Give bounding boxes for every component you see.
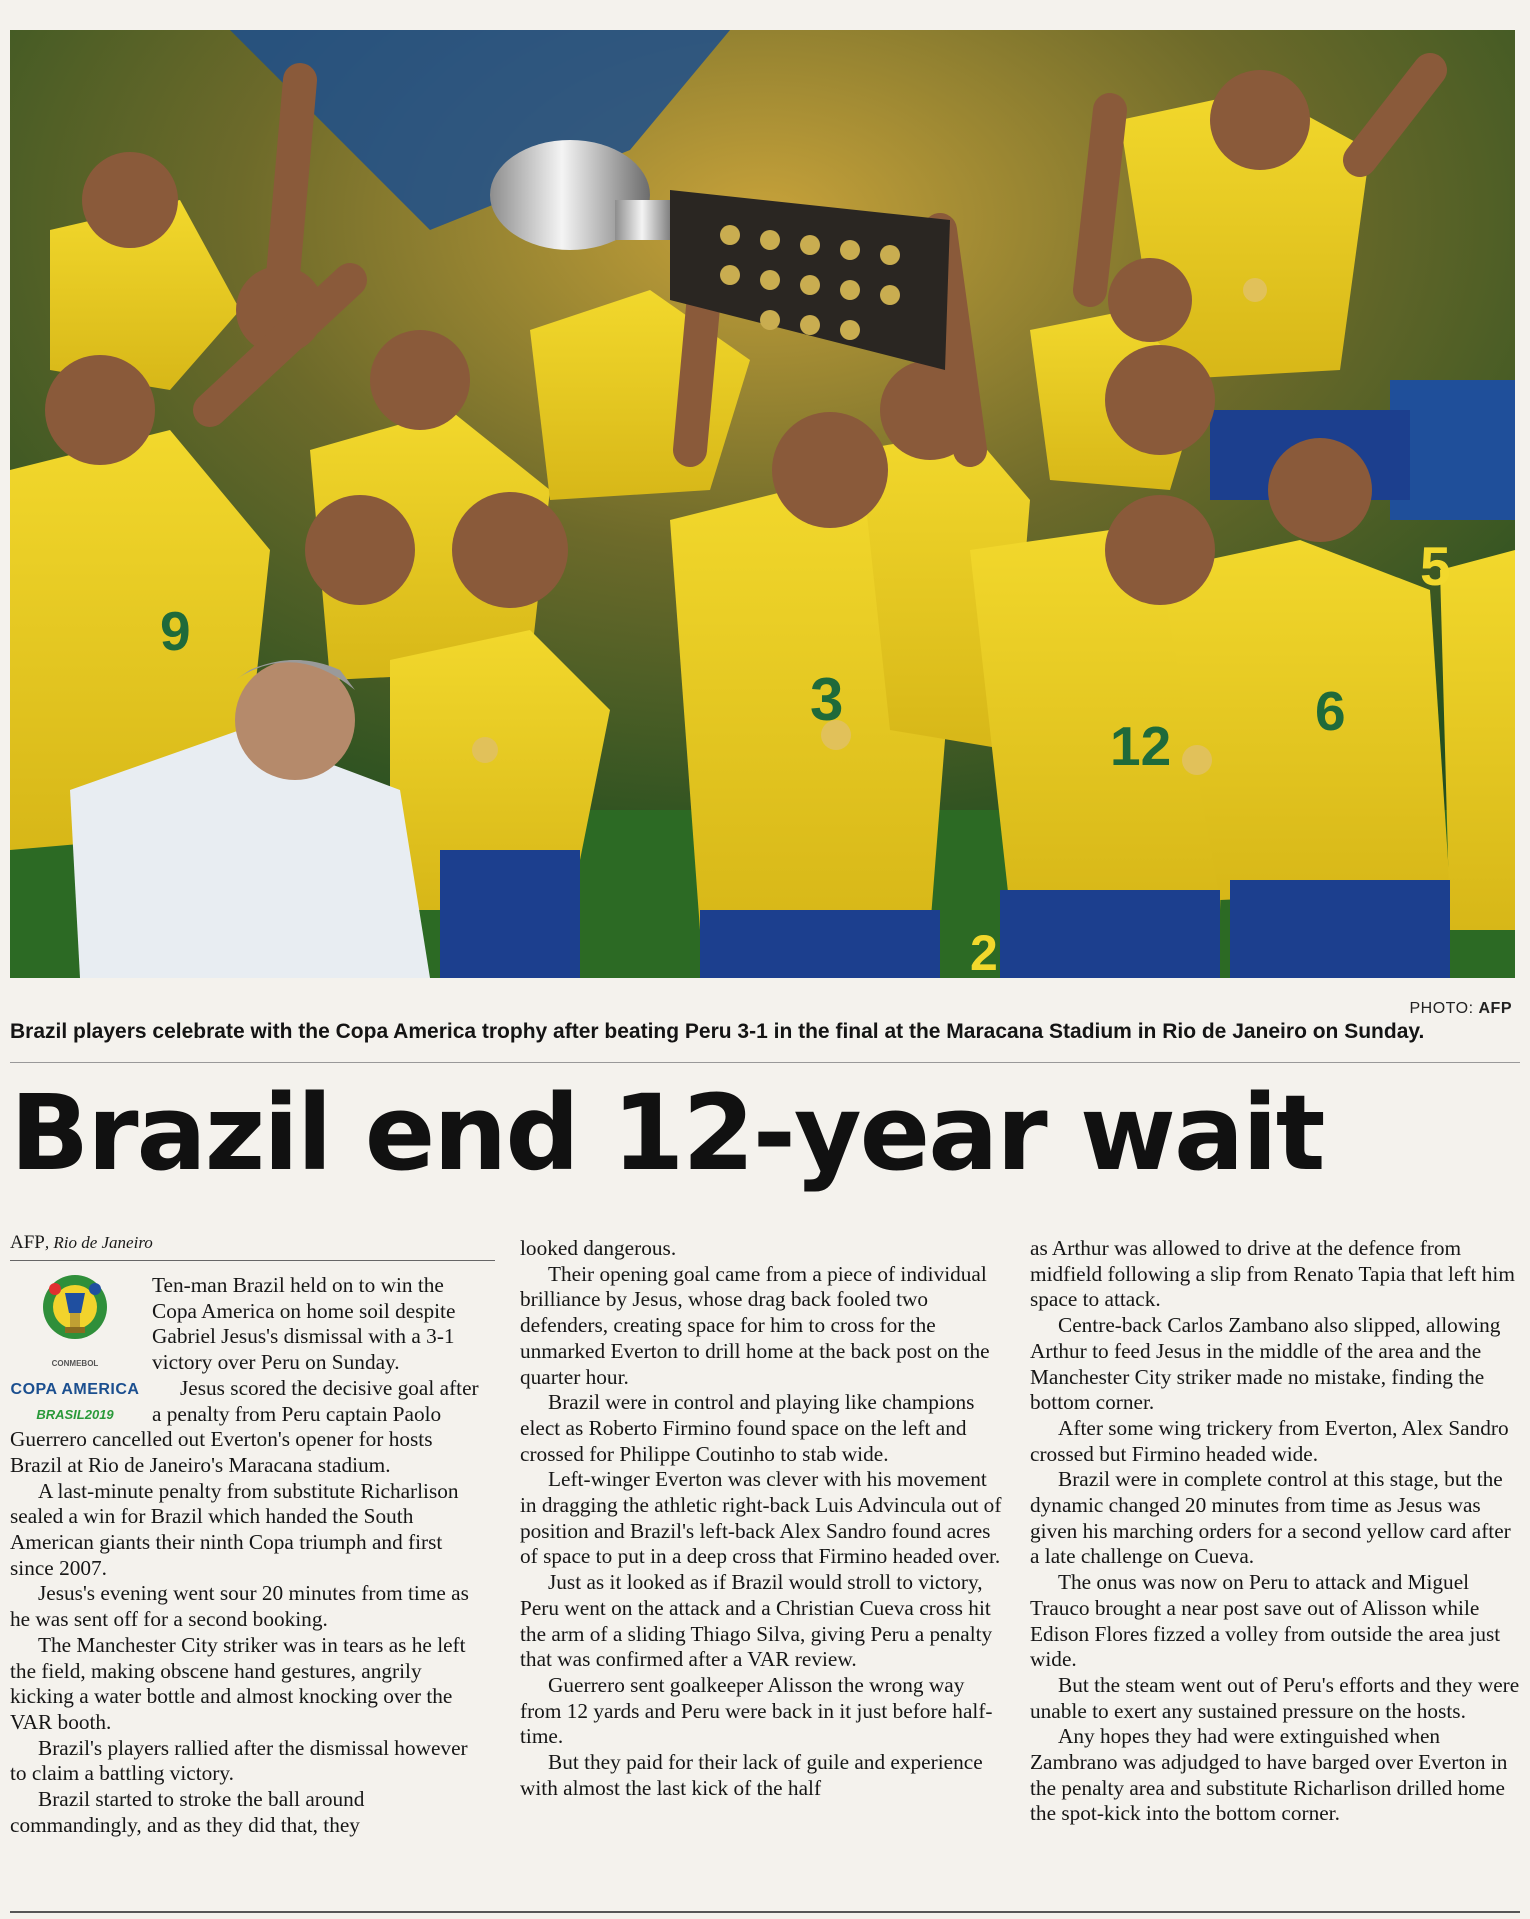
paragraph: The Manchester City striker was in tears as he left the field, making obscene hand gestures, angrily kicking a water bottle and almost knocking over the VAR booth. [10,1632,466,1734]
jersey-number: 5 [1420,535,1451,597]
paragraph: But the steam went out of Peru's efforts and they were unable to exert any sustained pressure on the hosts. [1030,1672,1520,1723]
paragraph: Brazil were in control and playing like champions elect as Roberto Firmino found space on the left and crossed for Philippe Coutinho to stab wide. [520,1390,975,1466]
trophy-logo-icon [39,1273,111,1349]
jersey-number: 12 [1110,715,1172,777]
byline-place: Rio de Janeiro [53,1233,153,1252]
logo-federation: CONMEBOL [51,1359,99,1368]
logo-name: COPA AMERICA [10,1380,140,1398]
paragraph: Any hopes they had were extinguished when Zambrano was adjudged to have barged over Everton in the penalty area and substitute Richarlison drilled home the spot-kick into the bottom corner. [1030,1724,1508,1826]
paragraph: Just as it looked as if Brazil would stroll to victory, Peru went on the attack and a Christian Cueva cross hit the arm of a sliding Thiago Silva, giving Peru a penalty that was confirmed after a VAR review. [520,1570,993,1672]
logo-edition: BRASIL2019 [36,1407,114,1423]
copa-america-logo [10,1273,140,1423]
byline-agency: AFP [10,1232,45,1253]
photo-caption: Brazil players celebrate with the Copa America trophy after beating Peru 3-1 in the final at the Maracana Stadium in Rio de Janeiro on Sunday. [10,1020,1425,1043]
paragraph: Jesus scored the decisive goal after a penalty from Peru captain Paolo Guerrero cancelled out Everton's opener for hosts Brazil at Rio de Janeiro's Maracana stadium. [10,1375,479,1477]
news-photo [10,30,1515,978]
divider [10,1260,495,1261]
paragraph: Left-winger Everton was clever with his movement in dragging the athletic right-back Luis Advincula out of position and Brazil's left-back Alex Sandro found acres of space to put in a deep cross that Firmino headed over. [520,1467,1002,1569]
paragraph: But they paid for their lack of guile and experience with almost the last kick of the half [520,1750,983,1800]
paragraph: Ten-man Brazil held on to win the Copa America on home soil despite Gabriel Jesus's dismissal with a 3-1 victory over Peru on Sunday. [152,1273,456,1375]
paragraph: Guerrero sent goalkeeper Alisson the wrong way from 12 yards and Peru were back in it just before half-time. [520,1672,993,1749]
article-column-2 [520,1236,1005,1801]
paragraph: as Arthur was allowed to drive at the defence from midfield following a slip from Renato Tapia that left him space to attack. [1030,1236,1515,1312]
paragraph: Their opening goal came from a piece of individual brilliance by Jesus, whose drag back fooled two defenders, creating space for him to cross for the unmarked Everton to drill home at the back post on the quarter hour. [520,1261,990,1389]
jersey-number: 3 [810,666,844,733]
byline: AFP, Rio de Janeiro [10,1232,153,1253]
paragraph: After some wing trickery from Everton, Alex Sandro crossed but Firmino headed wide. [1030,1415,1509,1466]
article-column-3 [1030,1236,1520,1827]
divider [10,1062,1520,1063]
paragraph: Brazil were in complete control at this stage, but the dynamic changed 20 minutes from time as Jesus was given his marching orders for a second yellow card after a late challenge on Cueva. [1030,1467,1511,1569]
photo-credit: PHOTO: AFP [1409,1000,1512,1017]
paragraph: The onus was now on Peru to attack and Miguel Trauco brought a near post save out of Alisson while Edison Flores fizzed a volley from outside the area just wide. [1030,1570,1501,1672]
headline: Brazil end 12-year wait [10,1072,1324,1194]
paragraph: looked dangerous. [520,1236,677,1260]
paragraph: Jesus's evening went sour 20 minutes from time as he was sent off for a second booking. [10,1581,469,1632]
article-column-1 [10,1273,485,1838]
divider [10,1911,1520,1913]
celebration-illustration [10,30,1515,978]
paragraph: Brazil's players rallied after the dismissal however to claim a battling victory. [10,1735,468,1786]
jersey-number: 6 [1315,680,1346,742]
jersey-number: 9 [160,600,191,662]
paragraph: Brazil started to stroke the ball around commandingly, and as they did that, they [10,1787,365,1837]
jersey-number: 2 [970,925,998,978]
paragraph: A last-minute penalty from substitute Richarlison sealed a win for Brazil which handed the South American giants their ninth Copa triumph and first since 2007. [10,1478,459,1580]
paragraph: Centre-back Carlos Zambano also slipped, allowing Arthur to feed Jesus in the middle of the area and the Manchester City striker made no mistake, finding the bottom corner. [1030,1313,1501,1415]
